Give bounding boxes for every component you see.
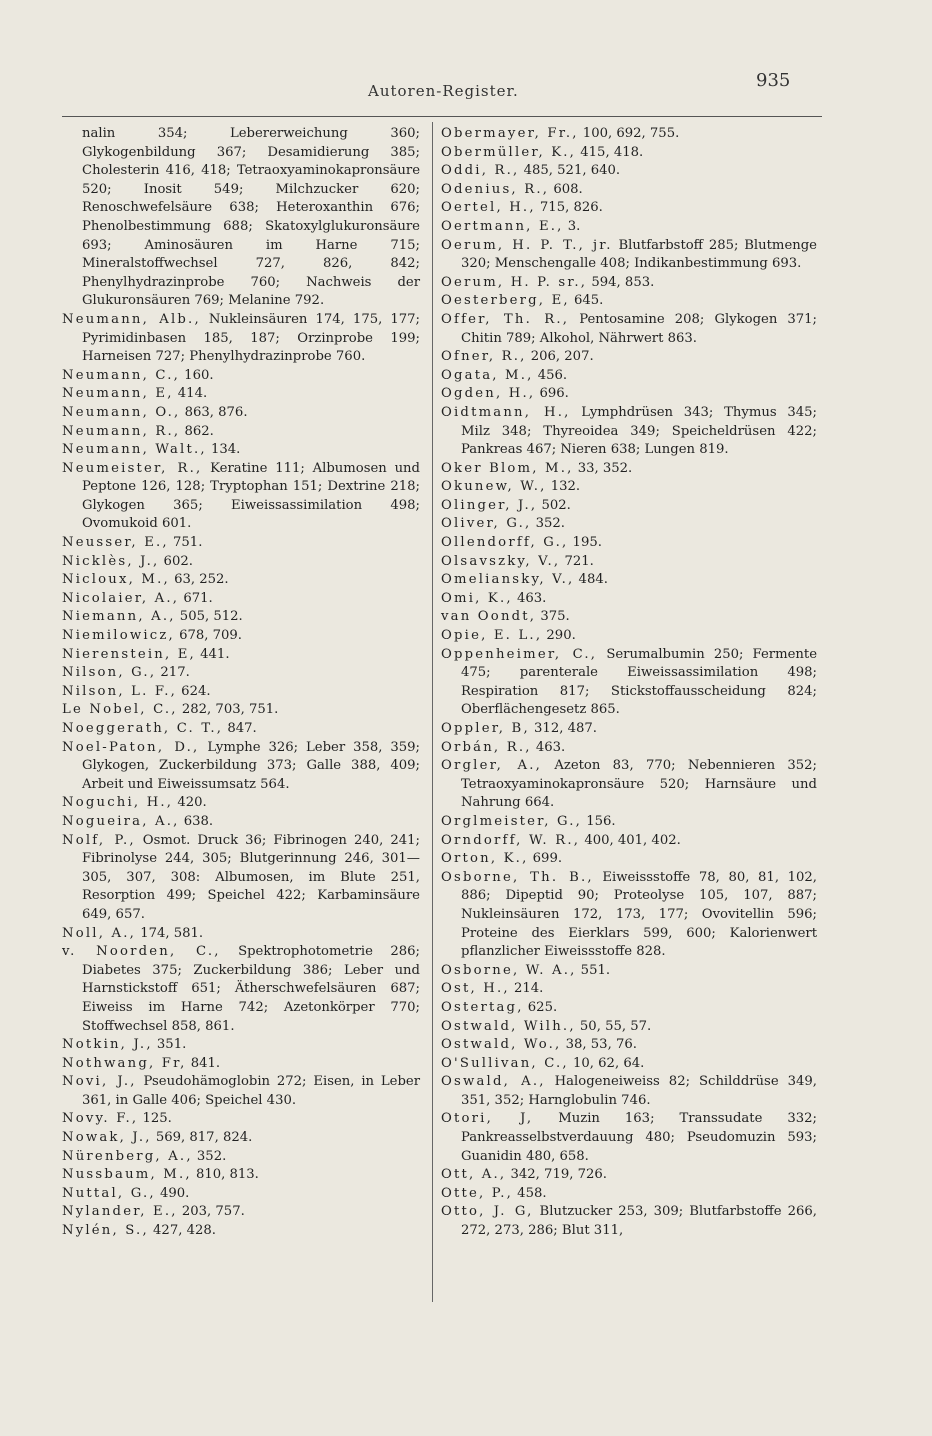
- index-entry: [62, 683, 420, 702]
- left-column: [62, 125, 420, 1241]
- author-name: Nicloux, M.,: [62, 572, 170, 588]
- entry-references: 608.: [549, 181, 583, 197]
- author-name: Offer, Th. R.,: [441, 311, 570, 327]
- entry-references: 441.: [195, 646, 230, 662]
- entry-references: Lymphe 326; Leber 358, 359; Glykogen, Zuckerbildung 373; Galle 388, 409; Arbeit und Eiweissumsatz 564.: [82, 739, 420, 792]
- index-entry: [441, 590, 817, 609]
- index-entry: [62, 1203, 420, 1222]
- index-entry: [441, 1203, 817, 1240]
- index-entry: [441, 460, 817, 479]
- index-entry: [62, 1036, 420, 1055]
- author-name: van Oondt,: [441, 609, 537, 625]
- header-rule: [62, 116, 822, 117]
- column-divider: [432, 122, 433, 1302]
- author-name: Oidtmann, H.,: [441, 404, 571, 420]
- author-name: Novi, J.,: [62, 1074, 137, 1090]
- author-name: O'Sullivan, C.,: [441, 1055, 569, 1071]
- index-entry: [62, 925, 420, 944]
- entry-references: 312, 487.: [529, 721, 597, 736]
- page-header: [0, 70, 932, 106]
- author-name: Nilson, G.,: [62, 665, 157, 681]
- entry-references: 195.: [568, 535, 602, 551]
- author-name: Otori, J,: [441, 1111, 534, 1127]
- entry-references: 458.: [512, 1185, 547, 1201]
- entry-references: 125.: [138, 1111, 172, 1127]
- index-entry: [441, 627, 817, 646]
- author-name: Nothwang, Fr,: [62, 1055, 187, 1071]
- index-entry: [62, 404, 420, 423]
- author-name: Niemilowicz,: [62, 628, 175, 644]
- index-entry: [62, 739, 420, 795]
- index-entry: [62, 1073, 420, 1110]
- author-name: Nicolaier, A.,: [62, 590, 180, 606]
- entry-references: 134.: [206, 442, 241, 458]
- author-name: Oerum, H. P. sr.,: [441, 274, 588, 290]
- index-entry: [62, 441, 420, 460]
- author-name: Omeliansky, V.,: [441, 572, 575, 588]
- index-entry: [62, 423, 420, 442]
- author-name: Oliver, G.,: [441, 516, 532, 532]
- entry-references: 160.: [179, 367, 214, 383]
- entry-references: 638.: [179, 813, 214, 829]
- entry-references: nalin 354; Lebererweichung 360; Glykogenbildung 367; Desamidierung 385; Cholesterin 416, 418; Tetraoxyaminokapronsäure 520; Inosit 549; Milchzucker 620; Renoschwefelsäure 638; Heteroxanthin 676; Phenolbestimmung 688; Skatoxylglukuronsäure 693; Aminosäuren im Harne 715; Mineralstoffwechsel 727, 826, 842; Phenylhydrazinprobe 760; Nachweis der Glukuronsäuren 769; Melanine 792.: [82, 126, 420, 309]
- entry-references: 645.: [569, 293, 604, 309]
- entry-references: 699.: [528, 851, 563, 867]
- entry-references: Osmot. Druck 36; Fibrinogen 240, 241; Fibrinolyse 244, 305; Blutgerinnung 246, 301—305, 307, 308: Albumosen, im Blute 251, Resorption 499; Speichel 422; Karbaminsäure 649, 657.: [82, 832, 420, 922]
- author-name: Oker Blom, M.,: [441, 460, 574, 476]
- index-entry: [62, 627, 420, 646]
- index-entry: [62, 646, 420, 665]
- index-entry: [441, 125, 817, 144]
- index-entry: [62, 571, 420, 590]
- entry-references: 290.: [542, 628, 576, 644]
- author-name: Nicklès, J.,: [62, 553, 160, 569]
- entry-references: 217.: [156, 665, 190, 681]
- author-name: Ofner, R.,: [441, 349, 527, 365]
- author-name: Oerum, H. P. T., jr.: [441, 237, 613, 253]
- author-name: Ogata, M.,: [441, 367, 534, 383]
- author-name: Orglmeister, G.,: [441, 813, 583, 829]
- entry-references: Lymphdrüsen 343; Thymus 345; Milz 348; Thyreoidea 349; Speicheldrüsen 422; Pankreas 467; Nieren 638; Lungen 819.: [461, 404, 817, 458]
- entry-references: 414.: [173, 386, 208, 402]
- entry-references: 751.: [168, 535, 203, 551]
- index-entry: [441, 962, 817, 981]
- index-entry: [441, 1036, 817, 1055]
- author-name: Otto, J. G,: [441, 1204, 534, 1220]
- index-entry: [441, 311, 817, 348]
- entry-references: 351.: [152, 1037, 187, 1053]
- author-name: Neumann, O.,: [62, 404, 181, 420]
- author-name: Odenius, R.,: [441, 181, 550, 197]
- index-entry: [441, 199, 817, 218]
- running-title: Autoren-Register.: [368, 82, 519, 100]
- entry-references: Halogeneiweiss 82; Schilddrüse 349, 351, 352; Harnglobulin 746.: [461, 1074, 817, 1108]
- entry-references: 203, 757.: [177, 1204, 245, 1220]
- index-entry: [441, 478, 817, 497]
- index-entry: [441, 162, 817, 181]
- index-entry: [62, 794, 420, 813]
- entry-references: 594, 853.: [587, 274, 655, 290]
- index-entry: [62, 943, 420, 1036]
- index-entry: [441, 850, 817, 869]
- author-name: Nylander, E.,: [62, 1204, 178, 1220]
- author-name: Olinger, J.,: [441, 497, 538, 513]
- author-name: Nuttal, G.,: [62, 1185, 156, 1201]
- author-name: Noeggerath, C. T.,: [62, 721, 224, 736]
- index-entry: [62, 590, 420, 609]
- author-name: Le Nobel, C.,: [62, 702, 178, 718]
- author-name: Ostwald, Wilh.,: [441, 1018, 576, 1034]
- entry-references: 863, 876.: [180, 404, 248, 420]
- index-entry: [62, 1055, 420, 1074]
- entry-references: 463.: [512, 590, 547, 606]
- index-entry: [441, 385, 817, 404]
- entry-references: 50, 55, 57.: [575, 1018, 652, 1034]
- index-entry: [441, 553, 817, 572]
- author-name: Otte, P.,: [441, 1185, 513, 1201]
- entry-references: 375.: [536, 609, 570, 625]
- entry-references: Blutfarbstoff 285; Blutmenge 320; Menschengalle 408; Indikanbestimmung 693.: [461, 237, 817, 272]
- index-entry: [441, 813, 817, 832]
- author-name: Omi, K.,: [441, 590, 513, 606]
- entry-references: 156.: [582, 813, 616, 829]
- author-name: Ost, H.,: [441, 981, 510, 997]
- entry-references: 456.: [533, 367, 568, 383]
- index-entry: [441, 646, 817, 720]
- entry-references: 841.: [186, 1055, 221, 1071]
- entry-references: 282, 703, 751.: [177, 702, 279, 718]
- index-entry: [441, 1166, 817, 1185]
- entry-references: 415, 418.: [576, 144, 644, 160]
- index-entry: [62, 664, 420, 683]
- index-entry: [62, 534, 420, 553]
- index-entry: [441, 218, 817, 237]
- index-entry: [62, 1185, 420, 1204]
- index-entry: [62, 385, 420, 404]
- entry-references: 484.: [574, 572, 608, 588]
- author-name: v. Noorden, C.,: [62, 944, 221, 960]
- author-name: Oswald, A.,: [441, 1074, 546, 1090]
- author-name: Ogden, H.,: [441, 386, 536, 402]
- entry-references: 721.: [560, 553, 594, 569]
- index-entry: [441, 720, 817, 739]
- entry-references: 505, 512.: [175, 609, 243, 625]
- author-name: Oertel, H.,: [441, 200, 536, 216]
- author-name: Noll, A.,: [62, 925, 137, 941]
- entry-references: 602.: [159, 553, 193, 569]
- entry-references: 502.: [537, 497, 571, 513]
- author-name: Obermüller, K.,: [441, 144, 577, 160]
- author-name: Nierenstein, E,: [62, 646, 196, 662]
- author-name: Noel-Paton, D.,: [62, 739, 200, 755]
- entry-references: 625.: [523, 999, 558, 1015]
- right-column: [441, 125, 817, 1241]
- entry-references: 715, 826.: [535, 200, 603, 216]
- entry-references: 206, 207.: [526, 349, 594, 365]
- index-entry: [441, 1018, 817, 1037]
- author-name: Osborne, Th. B.,: [441, 869, 594, 885]
- index-entry: [62, 813, 420, 832]
- entry-references: 342, 719, 726.: [506, 1167, 607, 1183]
- author-name: Novy. F.,: [62, 1111, 139, 1127]
- entry-references: Spektrophotometrie 286; Diabetes 375; Zuckerbildung 386; Leber und Harnstickstoff 651; Ätherschwefelsäuren 687; Eiweiss im Harne 742; Azetonkörper 770; Stoffwechsel 858, 861.: [82, 944, 420, 1034]
- index-entry: [441, 980, 817, 999]
- entry-references: 427, 428.: [148, 1223, 216, 1239]
- index-entry: [441, 348, 817, 367]
- index-entry: [441, 757, 817, 813]
- entry-references: 10, 62, 64.: [568, 1055, 645, 1071]
- entry-references: 100, 692, 755.: [578, 126, 680, 141]
- index-entry: [441, 292, 817, 311]
- index-entry: [441, 181, 817, 200]
- entry-references: 485, 521, 640.: [519, 163, 621, 179]
- index-entry: [62, 125, 420, 311]
- entry-references: Serumalbumin 250; Fermente 475; parenterale Eiweissassimilation 498; Respiration 817; Stickstoffausscheidung 824; Oberflächengesetz 865.: [461, 646, 817, 718]
- author-name: Okunew, W.,: [441, 479, 547, 495]
- entry-references: 696.: [535, 386, 569, 402]
- index-entry: [62, 1148, 420, 1167]
- entry-references: 33, 352.: [573, 460, 633, 476]
- entry-references: 400, 401, 402.: [580, 832, 681, 848]
- entry-references: 490.: [155, 1185, 190, 1201]
- index-entry: [62, 460, 420, 534]
- index-entry: [441, 1185, 817, 1204]
- author-name: Niemann, A.,: [62, 609, 176, 625]
- index-entry: [62, 608, 420, 627]
- index-entry: [441, 497, 817, 516]
- author-name: Olsavszky, V.,: [441, 553, 561, 569]
- author-name: Oesterberg, E,: [441, 293, 570, 309]
- entry-references: 174, 581.: [136, 925, 204, 941]
- index-entry: [62, 701, 420, 720]
- entry-references: 132.: [546, 479, 581, 495]
- entry-references: Keratine 111; Albumosen und Peptone 126, 128; Tryptophan 151; Dextrine 218; Glykogen 365; Eiweissassimilation 498; Ovomukoid 601.: [82, 460, 420, 532]
- author-name: Neumann, E,: [62, 386, 174, 402]
- entry-references: 671.: [179, 590, 213, 606]
- author-name: Neumann, Alb.,: [62, 311, 201, 327]
- entry-references: 862.: [180, 423, 214, 439]
- entry-references: Pseudohämoglobin 272; Eisen, in Leber 361, in Galle 406; Speichel 430.: [82, 1074, 421, 1108]
- author-name: Orgler, A.,: [441, 758, 543, 774]
- index-entry: [441, 1073, 817, 1110]
- index-entry: [441, 608, 817, 627]
- index-entry: [441, 1055, 817, 1074]
- entry-references: 624.: [176, 683, 211, 699]
- entry-references: 420.: [173, 795, 207, 811]
- entry-references: Blutzucker 253, 309; Blutfarbstoffe 266, 272, 273, 286; Blut 311,: [461, 1204, 817, 1239]
- entry-references: 38, 53, 76.: [561, 1037, 637, 1053]
- index-entry: [62, 311, 420, 367]
- entry-references: 352.: [531, 516, 565, 532]
- author-name: Nussbaum, M.,: [62, 1167, 192, 1183]
- entry-references: 569, 817, 824.: [151, 1130, 253, 1146]
- index-entry: [62, 720, 420, 739]
- author-name: Nilson, L. F.,: [62, 683, 177, 699]
- author-name: Noguchi, H.,: [62, 795, 174, 811]
- index-entry: [62, 1129, 420, 1148]
- entry-references: 678, 709.: [174, 628, 242, 644]
- author-name: Nürenberg, A.,: [62, 1148, 193, 1164]
- index-entry: [441, 404, 817, 460]
- entry-references: 847.: [223, 721, 257, 736]
- author-name: Neusser, E.,: [62, 535, 169, 551]
- entry-references: Azeton 83, 770; Nebennieren 352; Tetraoxyaminokapronsäure 520; Harnsäure und Nahrung 664.: [461, 758, 817, 811]
- author-name: Ostwald, Wo.,: [441, 1037, 562, 1053]
- author-name: Oertmann, E.,: [441, 218, 564, 234]
- entry-references: Eiweissstoffe 78, 80, 81, 102, 886; Dipeptid 90; Proteolyse 105, 107, 887; Nukleinsäuren 172, 173, 177; Ovovitellin 596; Proteine des Eierklars 599, 600; Kalorienwert pflanzlicher Eiweissstoffe 828.: [461, 869, 817, 960]
- author-name: Orndorff, W. R.,: [441, 832, 581, 848]
- author-name: Oddi, R.,: [441, 163, 520, 179]
- entry-references: 551.: [576, 962, 611, 978]
- author-name: Neumeister, R.,: [62, 460, 203, 476]
- index-entry: [441, 571, 817, 590]
- index-entry: [441, 869, 817, 962]
- author-name: Obermayer, Fr.,: [441, 126, 579, 141]
- index-entry: [62, 1222, 420, 1241]
- page-number: 935: [756, 70, 791, 91]
- entry-references: Pentosamine 208; Glykogen 371; Chitin 789; Alkohol, Nährwert 863.: [461, 311, 817, 346]
- author-name: Ostertag,: [441, 999, 524, 1015]
- author-name: Nolf, P.,: [62, 832, 136, 848]
- author-name: Orbán, R.,: [441, 739, 532, 755]
- index-entry: [441, 534, 817, 553]
- entry-references: 352.: [192, 1148, 227, 1164]
- index-entry: [441, 144, 817, 163]
- index-entry: [62, 1110, 420, 1129]
- index-entry: [441, 515, 817, 534]
- index-entry: [441, 999, 817, 1018]
- entry-references: 810, 813.: [191, 1167, 259, 1183]
- index-entry: [441, 237, 817, 274]
- author-name: Neumann, C.,: [62, 367, 180, 383]
- index-entry: [441, 832, 817, 851]
- entry-references: 463.: [531, 739, 566, 755]
- author-name: Osborne, W. A.,: [441, 962, 577, 978]
- entry-references: Muzin 163; Transsudate 332; Pankreasselbstverdauung 480; Pseudomuzin 593; Guanidin 480, 658.: [461, 1111, 817, 1164]
- author-name: Neumann, R.,: [62, 423, 181, 439]
- entry-references: 214.: [509, 981, 544, 997]
- author-name: Oppenheimer, C.,: [441, 646, 598, 662]
- index-entry: [62, 367, 420, 386]
- index-entry: [441, 367, 817, 386]
- author-name: Notkin, J.,: [62, 1037, 153, 1053]
- author-name: Nogueira, A.,: [62, 813, 180, 829]
- index-entry: [62, 832, 420, 925]
- author-name: Oppler, B,: [441, 721, 530, 736]
- author-name: Opie, E. L.,: [441, 628, 543, 644]
- author-name: Nowak, J.,: [62, 1130, 152, 1146]
- entry-references: Nukleinsäuren 174, 175, 177; Pyrimidinbasen 185, 187; Orzinprobe 199; Harneisen 727; Phenylhydrazinprobe 760.: [82, 311, 420, 365]
- author-name: Ollendorff, G.,: [441, 535, 569, 551]
- author-name: Nylén, S.,: [62, 1223, 149, 1239]
- entry-references: 63, 252.: [169, 572, 229, 588]
- index-entry: [441, 274, 817, 293]
- index-entry: [441, 1110, 817, 1166]
- author-name: Orton, K.,: [441, 851, 529, 867]
- author-name: Ott, A.,: [441, 1167, 507, 1183]
- index-entry: [62, 553, 420, 572]
- author-name: Neumann, Walt.,: [62, 442, 207, 458]
- entry-references: 3.: [563, 218, 581, 234]
- index-entry: [62, 1166, 420, 1185]
- index-entry: [441, 739, 817, 758]
